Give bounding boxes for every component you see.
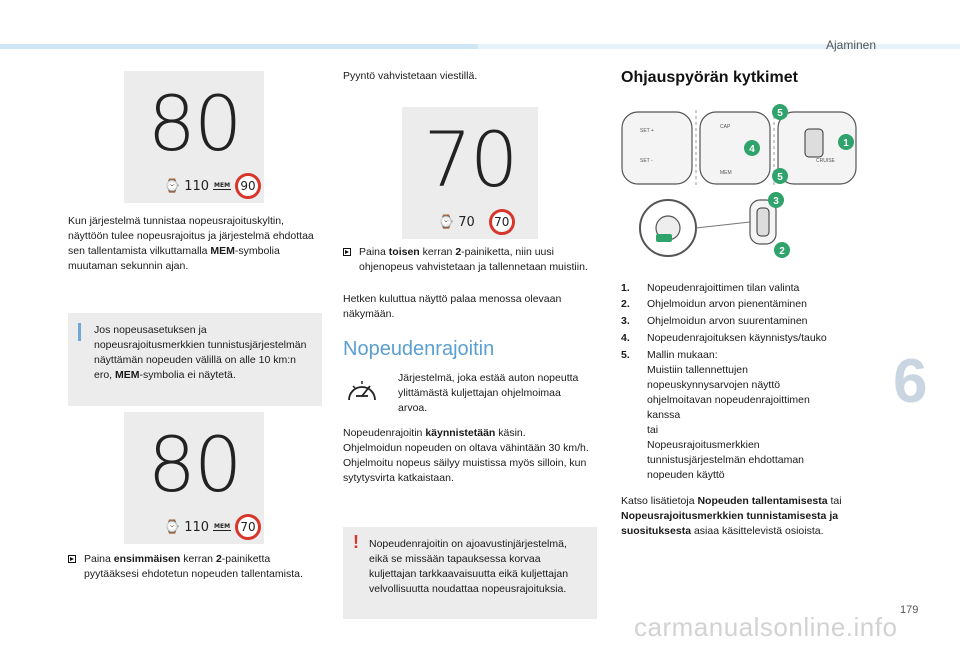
- warning-icon: !: [353, 532, 359, 552]
- page-number: 179: [900, 604, 919, 616]
- svg-text:5: 5: [777, 108, 783, 119]
- speed-limiter-icon: ⌚: [164, 519, 181, 535]
- watermark: carmanualsonline.info: [634, 612, 898, 642]
- stalk-label-set-minus: SET -: [640, 158, 653, 164]
- display-mini-value: 110: [184, 178, 210, 194]
- display-panel-1: [124, 71, 264, 203]
- section-heading-switches: Ohjauspyörän kytkimet: [621, 69, 798, 86]
- callout-4: [744, 140, 760, 156]
- info-note: Jos nopeusasetuksen ja nopeusrajoitusmerkkien tunnistusjärjestelmän näyttämän nopeuden välillä on alle 10 km:n ero, MEM-symbolia ei näytetä.: [68, 313, 322, 406]
- speed-sign: 70: [489, 209, 515, 235]
- item-5-detail: Muistiin tallennettujen nopeuskynnysarvojen näyttö ohjelmoitavan nopeudenrajoittimen kanssa tai Nopeusrajoitusmerkkien tunnistusjärjestelmän ehdottaman nopeuden käyttö: [647, 364, 810, 481]
- steering-switches-illustration: [620, 104, 860, 264]
- speed-sign: 70: [235, 514, 261, 540]
- limiter-activation: Nopeudenrajoitin käynnistetään käsin. Ohjelmoidun nopeuden on oltava vähintään 30 km/h. Ohjelmoitu nopeus säilyy muistissa myös silloin, kun sytytysvirta katkaistaan.: [343, 427, 589, 484]
- section-title: Ajaminen: [826, 38, 877, 52]
- confirmation-text: Pyyntö vahvistetaan viestillä.: [343, 70, 478, 82]
- limiter-intro: Järjestelmä, joka estää auton nopeutta ylittämästä kuljettajan ohjelmoimaa arvoa.: [398, 372, 579, 414]
- display-status-row: [438, 209, 515, 235]
- bullet-second-press: Paina toisen kerran 2-painiketta, niin uusi ohjenopeus vahvistetaan ja tallennetaan muistiin.: [343, 245, 595, 275]
- stalk-label-mem: MEM: [720, 170, 732, 176]
- callout-5-bottom: [772, 168, 788, 184]
- header-bar: [0, 44, 478, 49]
- svg-text:4: 4: [749, 144, 755, 155]
- display-mini-value: 110: [184, 519, 210, 535]
- chapter-number: 6: [893, 347, 928, 416]
- display-status-row: [164, 514, 261, 540]
- see-also-text: Katso lisätietoja Nopeuden tallentamisesta tai Nopeusrajoitusmerkkien tunnistamisesta ja suosituksesta asiaa käsittelevistä osioista.: [621, 495, 842, 537]
- mem-badge: MEM: [214, 523, 231, 530]
- speed-sign: 90: [235, 173, 261, 199]
- callout-3: [768, 192, 784, 208]
- info-bar-icon: [78, 323, 81, 341]
- speed-limiter-icon: ⌚: [164, 178, 181, 194]
- bullet-first-press: Paina ensimmäisen kerran 2-painiketta pyytääksesi ehdotetun nopeuden tallentamista.: [68, 552, 318, 582]
- display-panel-2: [402, 107, 538, 239]
- stalk-label-set-plus: SET +: [640, 128, 654, 134]
- header-bar-right: [478, 44, 960, 49]
- return-text: Hetken kuluttua näyttö palaa menossa olevaan näkymään.: [343, 293, 562, 320]
- speedometer-icon: [345, 374, 379, 408]
- display-status-row: [164, 173, 261, 199]
- speed-limiter-icon: ⌚: [438, 214, 455, 230]
- bullet-arrow-icon: [343, 248, 351, 256]
- svg-text:1: 1: [843, 138, 849, 149]
- display-speed: 80: [147, 79, 241, 168]
- svg-text:3: 3: [773, 196, 779, 207]
- section-heading-limiter: Nopeudenrajoitin: [343, 338, 495, 360]
- paragraph-recognition: Kun järjestelmä tunnistaa nopeusrajoituskyltin, näyttöön tulee nopeusrajoitus ja järjestelmä ehdottaa sen tallentamista vilkuttamalla MEM-symbolia muutaman sekunnin ajan.: [68, 215, 314, 272]
- display-mini-value: 70: [458, 214, 475, 230]
- svg-text:5: 5: [777, 172, 783, 183]
- stalk-label-cap: CAP: [720, 124, 731, 130]
- stalk-label-cruise: CRUISE: [816, 158, 835, 164]
- callout-1: [838, 134, 854, 150]
- svg-text:2: 2: [779, 246, 785, 257]
- display-panel-3: [124, 412, 264, 544]
- bullet-arrow-icon: [68, 555, 76, 563]
- mem-badge: MEM: [214, 182, 231, 189]
- display-speed: 70: [423, 115, 517, 204]
- callout-2: [774, 242, 790, 258]
- warning-note: ! Nopeudenrajoitin on ajoavustinjärjestelmä, eikä se missään tapauksessa korvaa kuljettajan tarkkaavaisuutta eikä kuljettajan velvollisuutta noudattaa nopeusrajoituksia.: [343, 527, 597, 619]
- callout-5-top: [772, 104, 788, 120]
- display-speed: 80: [147, 420, 241, 509]
